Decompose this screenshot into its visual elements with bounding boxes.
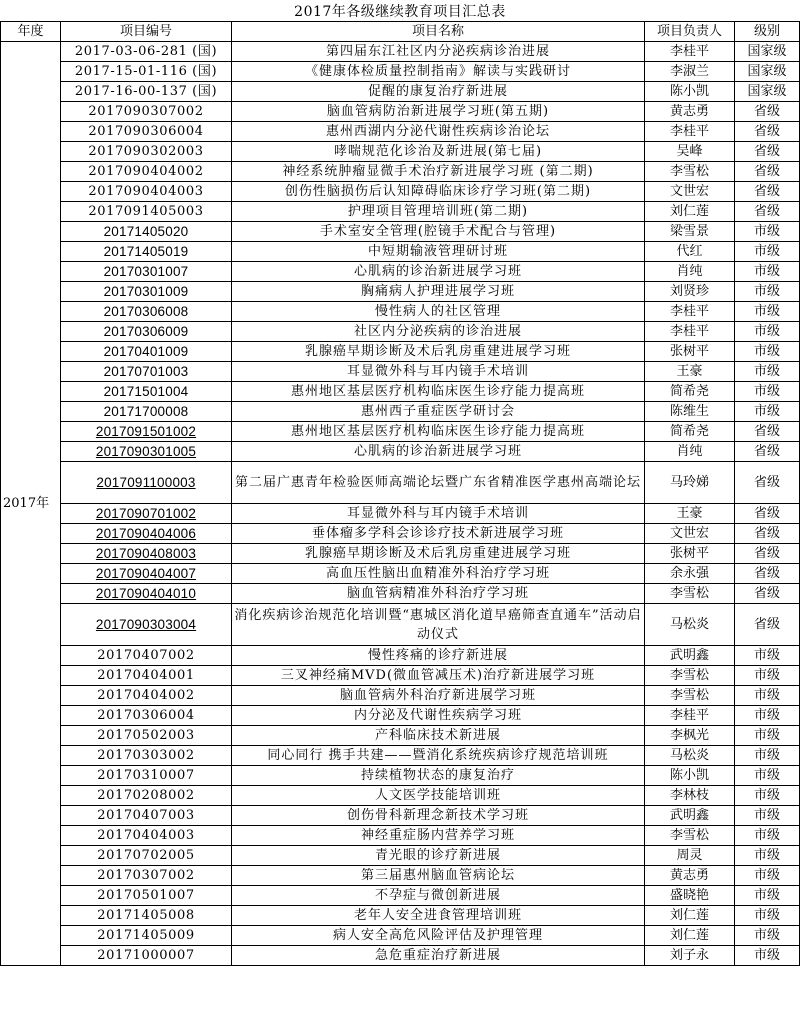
table-row [1, 544, 800, 564]
project-code-cell [61, 826, 232, 846]
project-name: 产科临床技术新进展 [232, 726, 645, 746]
table-row [1, 766, 800, 786]
project-level: 市级 [735, 866, 800, 886]
table-row [1, 946, 800, 966]
project-leader: 肖纯 [645, 262, 735, 282]
project-level: 国家级 [735, 42, 800, 62]
project-code-cell [61, 282, 232, 302]
project-code: 20170307002 [97, 868, 195, 883]
project-name: 惠州地区基层医疗机构临床医生诊疗能力提高班 [232, 382, 645, 402]
header-code: 项目编号 [61, 22, 232, 42]
project-code: 20170701003 [103, 364, 189, 379]
project-code-cell [61, 322, 232, 342]
project-leader: 李雪松 [645, 686, 735, 706]
project-name: 乳腺癌早期诊断及术后乳房重建进展学习班 [232, 342, 645, 362]
table-row [1, 442, 800, 462]
project-code-cell [61, 262, 232, 282]
table-row [1, 886, 800, 906]
page-title: 2017年各级继续教育项目汇总表 [294, 4, 506, 20]
project-name: 耳显微外科与耳内镜手术培训 [232, 362, 645, 382]
project-code: 20170404003 [97, 828, 195, 843]
project-code: 20171405020 [103, 224, 189, 239]
project-name: 三叉神经痛MVD(微血管减压术)治疗新进展学习班 [232, 666, 645, 686]
project-level: 国家级 [735, 62, 800, 82]
project-code-cell [61, 746, 232, 766]
project-level: 市级 [735, 886, 800, 906]
project-code-link[interactable]: 2017090301005 [95, 444, 197, 459]
project-name: 《健康体检质量控制指南》解读与实践研讨 [232, 62, 645, 82]
project-leader: 李桂平 [645, 706, 735, 726]
header-leader: 项目负责人 [645, 22, 735, 42]
project-code: 20171405008 [97, 908, 195, 923]
project-leader: 文世宏 [645, 524, 735, 544]
project-code-link[interactable]: 2017091501002 [95, 424, 197, 439]
project-code: 20170306009 [103, 324, 189, 339]
project-leader: 李雪松 [645, 666, 735, 686]
project-name: 惠州西湖内分泌代谢性疾病诊治论坛 [232, 122, 645, 142]
table-row [1, 786, 800, 806]
project-code: 2017090307002 [88, 104, 204, 119]
project-code-cell[interactable] [61, 422, 232, 442]
project-code-link[interactable]: 2017090404007 [95, 566, 197, 581]
project-name: 哮喘规范化诊治及新进展(第七届) [232, 142, 645, 162]
table-row [1, 122, 800, 142]
table-row [1, 62, 800, 82]
table-row [1, 262, 800, 282]
table-row [1, 584, 800, 604]
project-leader: 刘仁莲 [645, 926, 735, 946]
project-name: 中短期输液管理研讨班 [232, 242, 645, 262]
project-code: 20170310007 [97, 768, 195, 783]
project-leader: 王豪 [645, 504, 735, 524]
project-name: 老年人安全进食管理培训班 [232, 906, 645, 926]
project-name: 惠州西子重症医学研讨会 [232, 402, 645, 422]
project-code-cell [61, 162, 232, 182]
project-code-cell [61, 342, 232, 362]
project-code-cell [61, 82, 232, 102]
project-code: 20170501007 [97, 888, 195, 903]
project-leader: 盛晓艳 [645, 886, 735, 906]
project-code-cell[interactable] [61, 524, 232, 544]
table-row [1, 746, 800, 766]
table-row [1, 826, 800, 846]
table-row [1, 202, 800, 222]
project-code: 20170404001 [97, 668, 195, 683]
project-name: 耳显微外科与耳内镜手术培训 [232, 504, 645, 524]
project-code-cell [61, 182, 232, 202]
project-leader: 马松炎 [645, 746, 735, 766]
project-level: 市级 [735, 342, 800, 362]
project-level: 市级 [735, 766, 800, 786]
project-code-cell [61, 726, 232, 746]
project-level: 省级 [735, 564, 800, 584]
project-name: 神经重症肠内营养学习班 [232, 826, 645, 846]
table-row [1, 162, 800, 182]
project-level: 省级 [735, 504, 800, 524]
project-code: 20170401009 [103, 344, 189, 359]
project-name: 持续植物状态的康复治疗 [232, 766, 645, 786]
table-row [1, 242, 800, 262]
project-name: 促醒的康复治疗新进展 [232, 82, 645, 102]
project-name: 高血压性脑出血精准外科治疗学习班 [232, 564, 645, 584]
table-row [1, 402, 800, 422]
project-code: 20170407003 [97, 808, 195, 823]
project-code: 20170303002 [97, 748, 195, 763]
project-name: 胸痛病人护理进展学习班 [232, 282, 645, 302]
project-name: 社区内分泌疾病的诊治进展 [232, 322, 645, 342]
project-code: 20171405019 [103, 244, 189, 259]
project-name: 创伤性脑损伤后认知障碍临床诊疗学习班(第二期) [232, 182, 645, 202]
project-name: 惠州地区基层医疗机构临床医生诊疗能力提高班 [232, 422, 645, 442]
project-leader: 余永强 [645, 564, 735, 584]
project-code: 2017-16-00-137 (国) [74, 84, 218, 99]
table-row [1, 706, 800, 726]
project-leader: 马玲娣 [645, 462, 735, 504]
project-code: 20170306004 [97, 708, 195, 723]
project-code-cell [61, 202, 232, 222]
project-level: 市级 [735, 826, 800, 846]
project-leader: 李林枝 [645, 786, 735, 806]
project-code-cell [61, 866, 232, 886]
project-code-cell [61, 62, 232, 82]
project-code-cell [61, 242, 232, 262]
project-level: 市级 [735, 282, 800, 302]
project-code: 20170301009 [103, 284, 189, 299]
table-row [1, 42, 800, 62]
project-level: 省级 [735, 102, 800, 122]
project-code-cell [61, 302, 232, 322]
project-name: 急危重症治疗新进展 [232, 946, 645, 966]
table-row [1, 422, 800, 442]
table-row [1, 182, 800, 202]
project-level: 市级 [735, 786, 800, 806]
header-name: 项目名称 [232, 22, 645, 42]
project-leader: 代红 [645, 242, 735, 262]
project-code-cell [61, 706, 232, 726]
table-row [1, 462, 800, 504]
table-row [1, 666, 800, 686]
header-level: 级别 [735, 22, 800, 42]
project-name: 第四届东江社区内分泌疾病诊治进展 [232, 42, 645, 62]
project-level: 国家级 [735, 82, 800, 102]
project-level: 省级 [735, 442, 800, 462]
table-row [1, 564, 800, 584]
project-code-cell [61, 666, 232, 686]
project-leader: 李雪松 [645, 162, 735, 182]
project-leader: 武明鑫 [645, 806, 735, 826]
project-leader: 刘仁莲 [645, 906, 735, 926]
project-leader: 周灵 [645, 846, 735, 866]
table-row [1, 142, 800, 162]
project-level: 市级 [735, 242, 800, 262]
project-code-cell [61, 362, 232, 382]
project-code: 2017-03-06-281 (国) [74, 44, 218, 59]
project-level: 市级 [735, 686, 800, 706]
project-code-cell [61, 906, 232, 926]
project-level: 市级 [735, 362, 800, 382]
project-code-cell [61, 946, 232, 966]
project-level: 市级 [735, 746, 800, 766]
project-leader: 文世宏 [645, 182, 735, 202]
table-row [1, 322, 800, 342]
project-name: 内分泌及代谢性疾病学习班 [232, 706, 645, 726]
project-leader: 黄志勇 [645, 102, 735, 122]
table-row [1, 906, 800, 926]
project-level: 市级 [735, 302, 800, 322]
table-row [1, 604, 800, 646]
table-row [1, 846, 800, 866]
project-level: 市级 [735, 806, 800, 826]
project-level: 省级 [735, 422, 800, 442]
project-level: 市级 [735, 946, 800, 966]
project-code-cell [61, 766, 232, 786]
project-leader: 李桂平 [645, 42, 735, 62]
project-leader: 李淑兰 [645, 62, 735, 82]
project-leader: 黄志勇 [645, 866, 735, 886]
project-leader: 张树平 [645, 342, 735, 362]
project-code: 2017-15-01-116 (国) [74, 64, 218, 79]
table-row [1, 646, 800, 666]
project-name: 垂体瘤多学科会诊诊疗技术新进展学习班 [232, 524, 645, 544]
project-name: 手术室安全管理(腔镜手术配合与管理) [232, 222, 645, 242]
table-row [1, 926, 800, 946]
project-code: 20170502003 [97, 728, 195, 743]
project-code: 2017090306004 [88, 124, 204, 139]
project-name: 不孕症与微创新进展 [232, 886, 645, 906]
project-code: 2017090404002 [88, 164, 204, 179]
project-code-cell[interactable] [61, 442, 232, 462]
project-leader: 李雪松 [645, 826, 735, 846]
project-level: 市级 [735, 906, 800, 926]
project-code-cell[interactable] [61, 544, 232, 564]
project-code-cell [61, 806, 232, 826]
project-code: 20171700008 [103, 404, 189, 419]
project-name: 青光眼的诊疗新进展 [232, 846, 645, 866]
project-code-cell [61, 926, 232, 946]
project-leader: 刘贤珍 [645, 282, 735, 302]
project-code: 20171405009 [97, 928, 195, 943]
project-name: 脑血管病精准外科治疗学习班 [232, 584, 645, 604]
project-code: 20170208002 [97, 788, 195, 803]
project-code: 20171000007 [97, 948, 195, 963]
project-code-cell [61, 42, 232, 62]
project-code: 2017090404003 [88, 184, 204, 199]
project-level: 市级 [735, 666, 800, 686]
project-level: 省级 [735, 162, 800, 182]
project-level: 省级 [735, 202, 800, 222]
project-name: 同心同行 携手共建——暨消化系统疾病诊疗规范培训班 [232, 746, 645, 766]
project-name: 创伤骨科新理念新技术学习班 [232, 806, 645, 826]
table-row [1, 504, 800, 524]
project-leader: 简希尧 [645, 382, 735, 402]
project-code-cell [61, 846, 232, 866]
project-level: 省级 [735, 544, 800, 564]
project-code: 2017090302003 [88, 144, 204, 159]
project-code-link[interactable]: 2017091100003 [96, 475, 196, 490]
project-leader: 简希尧 [645, 422, 735, 442]
table-row [1, 82, 800, 102]
project-level: 市级 [735, 646, 800, 666]
project-code: 2017091405003 [88, 204, 204, 219]
project-code: 20170407002 [97, 648, 195, 663]
project-level: 省级 [735, 584, 800, 604]
project-leader: 张树平 [645, 544, 735, 564]
project-code: 20170702005 [97, 848, 195, 863]
project-level: 省级 [735, 142, 800, 162]
project-level: 市级 [735, 382, 800, 402]
project-table [0, 21, 800, 966]
table-row [1, 102, 800, 122]
project-level: 市级 [735, 322, 800, 342]
header-year: 年度 [1, 22, 61, 42]
project-code: 20170404002 [97, 688, 195, 703]
project-code-link[interactable]: 2017090701002 [95, 506, 197, 521]
project-leader: 陈小凯 [645, 766, 735, 786]
project-code-cell [61, 886, 232, 906]
table-row [1, 524, 800, 544]
project-level: 市级 [735, 846, 800, 866]
table-row [1, 382, 800, 402]
project-name: 心肌病的诊治新进展学习班 [232, 262, 645, 282]
table-row [1, 302, 800, 322]
project-leader: 陈维生 [645, 402, 735, 422]
table-row [1, 726, 800, 746]
project-code-cell [61, 402, 232, 422]
project-name: 护理项目管理培训班(第二期) [232, 202, 645, 222]
table-row [1, 686, 800, 706]
table-row [1, 866, 800, 886]
table-row [1, 342, 800, 362]
project-code-cell[interactable] [61, 604, 232, 646]
project-code-cell [61, 686, 232, 706]
project-level: 省级 [735, 122, 800, 142]
project-level: 市级 [735, 926, 800, 946]
project-code-cell [61, 786, 232, 806]
table-row [1, 806, 800, 826]
project-code-cell [61, 646, 232, 666]
project-code-cell [61, 102, 232, 122]
project-name: 第二届广惠青年检验医师高端论坛暨广东省精准医学惠州高端论坛 [232, 462, 645, 504]
project-leader: 梁雪景 [645, 222, 735, 242]
project-code-cell[interactable] [61, 564, 232, 584]
project-leader: 王豪 [645, 362, 735, 382]
project-leader: 李桂平 [645, 302, 735, 322]
project-level: 市级 [735, 706, 800, 726]
project-leader: 李枫光 [645, 726, 735, 746]
project-name: 慢性病人的社区管理 [232, 302, 645, 322]
project-leader: 刘仁莲 [645, 202, 735, 222]
table-row [1, 282, 800, 302]
project-name: 脑血管病防治新进展学习班(第五期) [232, 102, 645, 122]
project-name: 人文医学技能培训班 [232, 786, 645, 806]
project-code-cell [61, 222, 232, 242]
project-code-link[interactable]: 2017090404006 [95, 526, 197, 541]
project-leader: 吴峰 [645, 142, 735, 162]
project-leader: 武明鑫 [645, 646, 735, 666]
project-code-cell [61, 122, 232, 142]
project-level: 省级 [735, 462, 800, 504]
project-code-cell[interactable] [61, 584, 232, 604]
year-cell: 2017年 [1, 42, 61, 966]
table-row [1, 362, 800, 382]
header-row [1, 22, 800, 42]
project-code-cell [61, 142, 232, 162]
project-code: 20170306008 [103, 304, 189, 319]
project-leader: 陈小凯 [645, 82, 735, 102]
project-code-cell[interactable] [61, 462, 232, 504]
project-level: 市级 [735, 726, 800, 746]
project-level: 市级 [735, 402, 800, 422]
table-row [1, 222, 800, 242]
project-code-link[interactable]: 2017090408003 [95, 546, 197, 561]
project-code-link[interactable]: 2017090404010 [95, 586, 197, 601]
project-name: 乳腺癌早期诊断及术后乳房重建进展学习班 [232, 544, 645, 564]
project-name: 心肌病的诊治新进展学习班 [232, 442, 645, 462]
project-leader: 刘子永 [645, 946, 735, 966]
project-level: 省级 [735, 524, 800, 544]
project-code-cell[interactable] [61, 504, 232, 524]
project-leader: 李桂平 [645, 122, 735, 142]
project-code-cell [61, 382, 232, 402]
project-name: 消化疾病诊治规范化培训暨“惠城区消化道早癌筛查直通车”活动启动仪式 [232, 604, 645, 646]
project-code: 20170301007 [103, 264, 189, 279]
project-level: 省级 [735, 604, 800, 646]
project-level: 市级 [735, 262, 800, 282]
project-leader: 肖纯 [645, 442, 735, 462]
project-name: 慢性疼痛的诊疗新进展 [232, 646, 645, 666]
project-leader: 李雪松 [645, 584, 735, 604]
project-code: 20171501004 [103, 384, 189, 399]
project-name: 第三届惠州脑血管病论坛 [232, 866, 645, 886]
project-code-link[interactable]: 2017090303004 [95, 617, 197, 632]
project-level: 省级 [735, 182, 800, 202]
project-name: 神经系统肿瘤显微手术治疗新进展学习班 (第二期) [232, 162, 645, 182]
project-leader: 马松炎 [645, 604, 735, 646]
project-level: 市级 [735, 222, 800, 242]
project-name: 病人安全高危风险评估及护理管理 [232, 926, 645, 946]
project-leader: 李桂平 [645, 322, 735, 342]
project-name: 脑血管病外科治疗新进展学习班 [232, 686, 645, 706]
